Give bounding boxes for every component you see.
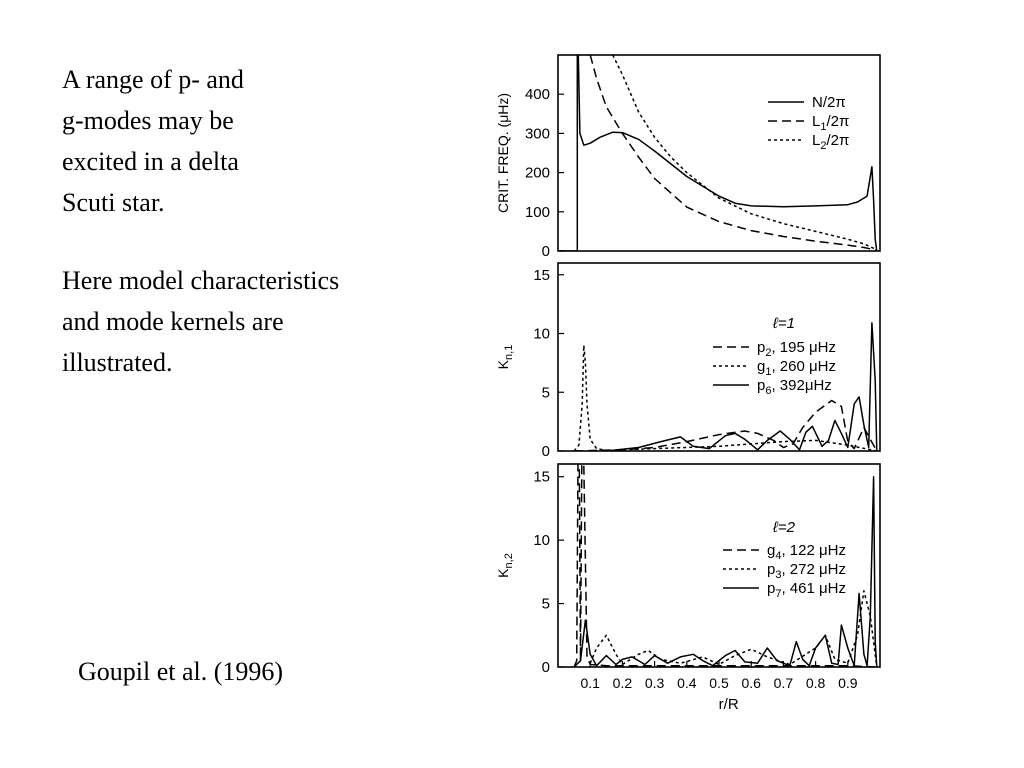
- legend-entry: [757, 377, 832, 397]
- y-axis-label-sub: n,2: [503, 553, 515, 569]
- legend-entry: [757, 358, 836, 378]
- y-axis-label: [495, 553, 515, 578]
- legend-main: p: [757, 339, 766, 356]
- series-line-l2-2: [613, 55, 877, 250]
- plot-frame: [558, 263, 880, 451]
- panel-annotation: ℓ=1: [773, 315, 795, 332]
- legend-sub: 2: [765, 347, 772, 359]
- panel-bottom: [495, 464, 880, 713]
- x-tick-label: 0.3: [644, 675, 665, 691]
- legend-sub: 4: [775, 550, 782, 562]
- y-tick-label: 100: [524, 203, 550, 221]
- intro-line-1: A range of p- and: [62, 65, 244, 94]
- legend-entry: [812, 113, 849, 133]
- legend-sub: 6: [765, 385, 772, 397]
- y-tick-label: 0: [541, 243, 550, 260]
- x-axis-label: r/R: [718, 696, 739, 713]
- y-axis-label-sub: n,1: [503, 344, 515, 360]
- legend-tail: , 260 μHz: [771, 358, 836, 375]
- x-tick-label: 0.2: [612, 675, 633, 691]
- legend-main: p: [767, 561, 776, 578]
- y-tick-label: 0: [541, 659, 550, 676]
- legend-entry: [767, 561, 846, 581]
- legend-main: L: [812, 132, 821, 149]
- y-tick-label: 5: [541, 595, 550, 613]
- y-tick-label: 15: [533, 468, 550, 486]
- y-tick-label: 0: [541, 443, 550, 460]
- series-line-p3-272-hz: [590, 591, 877, 667]
- y-tick-label: 10: [533, 325, 550, 343]
- legend-main: p: [757, 377, 766, 394]
- y-axis-label: [495, 345, 515, 370]
- legend-tail: , 122 μHz: [781, 542, 846, 559]
- x-tick-label: 0.4: [677, 675, 697, 691]
- legend-sub: 1: [820, 121, 827, 133]
- description-line-1: Here model characteristics: [62, 266, 340, 295]
- y-axis-label-main: K: [495, 359, 511, 370]
- y-axis-label-main: K: [495, 568, 511, 578]
- figure: [480, 40, 900, 715]
- series-line-l1-2: [590, 55, 877, 250]
- panel-top: [495, 55, 880, 260]
- legend-entry: [757, 339, 836, 359]
- y-tick-label: 10: [533, 532, 550, 550]
- x-tick-label: 0.6: [741, 675, 761, 691]
- legend-tail: /2π: [826, 132, 850, 149]
- legend-entry: [767, 580, 846, 600]
- legend-tail: , 392μHz: [771, 377, 832, 394]
- intro-line-4: Scuti star.: [62, 188, 165, 217]
- legend-tail: , 461 μHz: [781, 580, 846, 597]
- legend-tail: /2π: [826, 113, 850, 130]
- panel-annotation: ℓ=2: [773, 519, 795, 536]
- legend-main: N/2π: [812, 94, 846, 111]
- y-tick-label: 15: [533, 266, 550, 284]
- legend-main: g: [757, 358, 766, 375]
- x-tick-label: 0.8: [805, 675, 826, 691]
- legend-main: L: [812, 113, 821, 130]
- y-axis-label: CRIT. FREQ. (μHz): [495, 92, 511, 214]
- x-tick-label: 0.7: [773, 675, 794, 691]
- description-paragraph: [62, 260, 339, 383]
- description-line-3: illustrated.: [62, 348, 173, 377]
- y-tick-label: 5: [541, 384, 550, 402]
- citation: Goupil et al. (1996): [78, 657, 284, 686]
- y-tick-label: 400: [524, 86, 550, 104]
- legend-entry: [812, 132, 849, 152]
- legend-tail: , 272 μHz: [781, 561, 846, 578]
- x-tick-label: 0.9: [838, 675, 858, 691]
- description-line-2: and mode kernels are: [62, 307, 284, 336]
- legend-main: g: [767, 542, 776, 559]
- legend-sub: 7: [775, 588, 782, 600]
- plot-frame: [558, 55, 880, 251]
- panel-middle: [495, 263, 880, 460]
- legend-entry: [767, 542, 846, 562]
- y-tick-label: 200: [524, 164, 550, 182]
- x-tick-label: 0.5: [709, 675, 729, 691]
- intro-paragraph: [62, 59, 244, 223]
- series-line-p2-195-hz: [574, 401, 877, 452]
- y-tick-label: 300: [524, 125, 550, 143]
- intro-line-2: g-modes may be: [62, 106, 234, 135]
- legend-sub: 2: [820, 140, 827, 152]
- legend-main: p: [767, 580, 776, 597]
- legend-entry: [812, 94, 846, 111]
- legend-tail: , 195 μHz: [771, 339, 836, 356]
- legend-sub: 3: [775, 569, 782, 581]
- intro-line-3: excited in a delta: [62, 147, 239, 176]
- x-tick-label: 0.1: [580, 675, 600, 691]
- legend-sub: 1: [765, 366, 772, 378]
